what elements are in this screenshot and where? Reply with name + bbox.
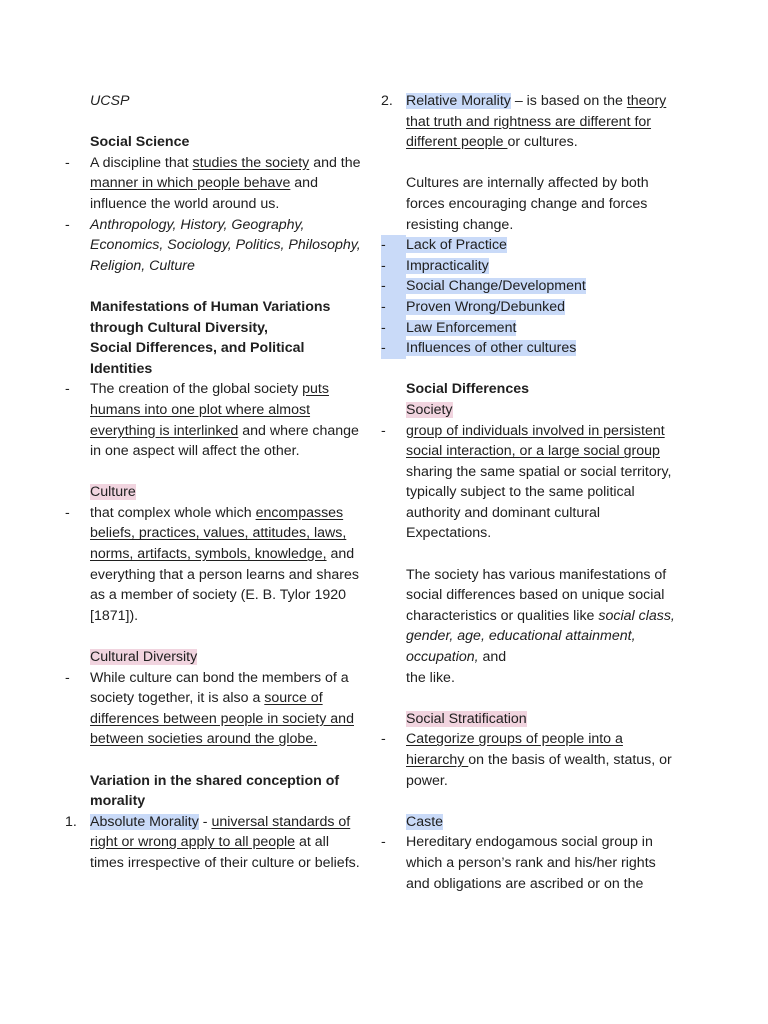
- list-item: - While culture can bond the members of a society together, it is also a source of differences between people in society and between societies around the globe.: [65, 668, 365, 750]
- society-label: Society: [406, 401, 453, 418]
- bullet-dash: -: [65, 504, 70, 521]
- caste-label: Caste: [406, 813, 444, 830]
- bullet-dash: -: [381, 297, 406, 318]
- list-item: [65, 215, 365, 277]
- list-item: - Influences of other cultures: [381, 338, 681, 359]
- manifestations-heading: Manifestations of Human Variations through Cultural Diversity, Social Differences, and Political Identities: [90, 298, 331, 377]
- list-item: - Social Change/Development: [381, 276, 681, 297]
- left-column: [65, 91, 365, 874]
- bullet-dash: -: [381, 256, 406, 277]
- document-title: UCSP: [90, 93, 130, 109]
- culture-label: Culture: [90, 484, 136, 501]
- social-differences-heading: Social Differences: [406, 381, 530, 398]
- list-item: - A discipline that studies the society and the manner in which people behave and influence the world around us.: [65, 153, 365, 215]
- list-item: [381, 832, 681, 894]
- list-item: - Law Enforcement: [381, 318, 681, 339]
- bullet-dash: -: [65, 669, 70, 686]
- morality-heading: Variation in the shared conception of morality: [90, 772, 340, 810]
- list-item: - Proven Wrong/Debunked: [381, 297, 681, 318]
- list-item: - Impracticality: [381, 256, 681, 277]
- bullet-dash: -: [65, 216, 70, 233]
- social-science-heading: Social Science: [90, 134, 190, 151]
- list-item: - Categorize groups of people into a hierarchy on the basis of wealth, status, or power.: [381, 729, 681, 791]
- bullet-dash: -: [381, 834, 386, 851]
- item-number: 1.: [65, 813, 77, 830]
- numbered-item: 2. Relative Morality – is based on the theory that truth and rightness are different for different people or cultures.: [381, 91, 681, 153]
- bullet-dash: -: [381, 731, 386, 748]
- right-column: [381, 91, 681, 894]
- caste-definition: Hereditary endogamous social group in which a person’s rank and his/her rights and obligations are ascribed or on the: [406, 834, 656, 892]
- society-paragraph: The society has various manifestations of social differences based on unique social characteristics or qualities like social class, gender, age, educational attainment, occupation, and the like.: [406, 566, 675, 686]
- bullet-dash: -: [381, 338, 406, 359]
- list-item: - group of individuals involved in persistent social interaction, or a large social group sharing the same spatial or social territory, typically subject to the same political authority and dominant cultural Expectations.: [381, 421, 681, 545]
- list-item: - The creation of the global society puts humans into one plot where almost everything is interlinked and where change in one aspect will affect the other.: [65, 379, 365, 461]
- bullet-dash: -: [65, 154, 70, 171]
- social-stratification-label: Social Stratification: [406, 710, 527, 727]
- list-item: - Lack of Practice: [381, 235, 681, 256]
- bullet-dash: -: [381, 318, 406, 339]
- list-item: - that complex whole which encompasses beliefs, practices, values, attitudes, laws, norms, artifacts, symbols, knowledge, and everything that a person learns and shares as a member of society (E. B. Tylor 1920 [1871]).: [65, 503, 365, 627]
- bullet-dash: -: [381, 235, 406, 256]
- bullet-dash: -: [381, 422, 386, 439]
- numbered-item: 1. Absolute Morality - universal standards of right or wrong apply to all people at all times irrespective of their culture or beliefs.: [65, 812, 365, 874]
- item-number: 2.: [381, 93, 393, 109]
- disciplines-list: Anthropology, History, Geography, Economics, Sociology, Politics, Philosophy, Religion, Culture: [90, 216, 361, 274]
- change-intro: Cultures are internally affected by both forces encouraging change and forces resisting change.: [406, 175, 649, 233]
- cultural-diversity-label: Cultural Diversity: [90, 649, 198, 666]
- bullet-dash: -: [65, 381, 70, 398]
- bullet-dash: -: [381, 276, 406, 297]
